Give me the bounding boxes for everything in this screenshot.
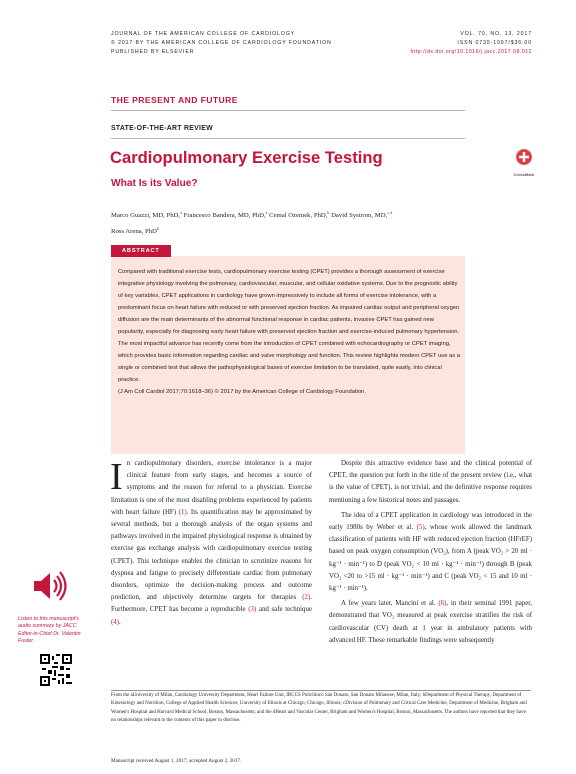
intro-text: n cardiopulmonary disorders, exercise intolerance is a major clinical feature from early stages, and becomes a source of symptoms and the reason for referral to a physician. Exercise limitation is one of the most disabling problems experienced by patients with heart failure (HF) bbox=[111, 460, 312, 516]
reference-link[interactable]: (6) bbox=[438, 600, 447, 608]
author-bandera[interactable]: Francesco Bandera, MD, PhD, bbox=[181, 212, 266, 220]
affiliations-footnote: From the aUniversity of Milan, Cardiology University Department, Heart Failure Unit, IRCCS Policlinico San Donato, San Donato Milanese, Milan, Italy; bDepartment of Physical Therapy, Department of Kinesiology and Nutrition, College of Applied Health Sciences, University of Illinois at Chicago, Chicago, Illinois; cDivision of Pulmonary and Critical Care Medicine, Department of Medicine, Brigham and Women's Hospital and Harvard Medical School, Boston, Massachusetts; and the dHeart and Vascular Center, Brigham and Women's Hospital, Boston, Massachusetts. The authors have reported that they have no relationships relevant to the contents of this paper to disclose. bbox=[111, 693, 527, 724]
abstract-label: ABSTRACT bbox=[111, 245, 171, 257]
crossmark-badge[interactable] bbox=[512, 148, 536, 177]
article-subtitle: What Is its Value? bbox=[111, 178, 198, 189]
received-date: Manuscript received August 1, 2017; accepted August 2, 2017. bbox=[111, 758, 242, 764]
affiliation-marker: b bbox=[156, 226, 159, 232]
audio-summary-note: Listen to this manuscript's audio summary by JACC Editor-in-Chief Dr. Valentin Fuster. bbox=[18, 616, 81, 644]
article-title: Cardiopulmonary Exercise Testing bbox=[110, 148, 383, 167]
crossmark-label: CrossMark bbox=[513, 172, 535, 177]
author-ozemek[interactable]: Cemal Ozemek, PhD, bbox=[267, 212, 328, 220]
body-paragraph: Despite this attractive evidence base and the clinical potential of CPET, the question put forth in the title of the present review (i.e., what is the value of CPET), is not trivial, and the definitive response requires mentioning a few historical notes and passages. bbox=[329, 460, 532, 504]
author-systrom[interactable]: David Systrom, MD, bbox=[329, 212, 388, 220]
body-text: , whose work allowed the landmark classification of patients with HF with reduced ejection fraction (HFrEF) based on peak oxygen consumption (VO₂), from A (peak VO₂ > 20 ml · kg⁻¹ · min⁻¹) to D (peak VO₂ < 10 ml · kg⁻¹ · min⁻¹) through B (peak VO₂ <20 to >15 ml · kg⁻¹ · min⁻¹) and C (peak VO₂ < 15 and 10 ml · kg⁻¹ · min⁻¹). bbox=[329, 524, 533, 593]
kicker-divider bbox=[111, 138, 465, 139]
affiliation-marker: b bbox=[327, 210, 330, 215]
body-paragraph bbox=[329, 510, 532, 595]
audio-summary-button[interactable] bbox=[30, 567, 68, 605]
footnote-divider bbox=[111, 690, 531, 691]
author-guazzi[interactable]: Marco Guazzi, MD, PhD, bbox=[111, 212, 181, 220]
qr-code[interactable] bbox=[40, 654, 72, 686]
copyright-line: © 2017 BY THE AMERICAN COLLEGE OF CARDIOLOGY FOUNDATION bbox=[111, 40, 332, 46]
author-arena[interactable]: Ross Arena, PhD bbox=[111, 228, 157, 236]
reference-link[interactable]: (5) bbox=[416, 524, 425, 532]
affiliation-marker: a bbox=[265, 210, 268, 215]
issn-line: ISSN 0735-1097/$36.00 bbox=[457, 40, 532, 46]
reference-link[interactable]: (3) bbox=[248, 606, 257, 614]
abstract-body: Compared with traditional exercise tests, cardiopulmonary exercise testing (CPET) provides a thorough assessment of exercise integrative physiology involving the pulmonary, cardiovascular, muscular, and cellular oxidative systems. Due to the prognostic ability of key variables, CPET applications in cardiology have grown impressively to include all forms of exercise intolerance, with a predominant focus on heart failure with reduced or with preserved ejection fraction. As impaired cardiac output and peripheral oxygen diffusion are the main determinants of the abnormal functional response in cardiac patients, invasive CPET has gained new popularity, especially for diagnosing early heart failure with preserved ejection fraction and exercise-induced pulmonary hypertension. The most impactful advance has recently come from the introduction of CPET combined with echocardiography or CPET imaging, which provides basic information regarding cardiac and valve morphology and function. This review highlights modern CPET use as a single or combined test that allows the pathophysiological bases of exercise limitation to be translated, quite easily, into clinical practice. bbox=[118, 269, 460, 383]
journal-name: JOURNAL OF THE AMERICAN COLLEGE OF CARDIOLOGY bbox=[111, 31, 296, 37]
intro-text: . Furthermore, CPET has become a reproducible bbox=[111, 594, 312, 614]
reference-link[interactable]: (1) bbox=[178, 508, 187, 516]
speaker-icon bbox=[30, 567, 68, 605]
running-header-right bbox=[330, 30, 532, 57]
section-divider bbox=[111, 110, 465, 111]
body-column-left bbox=[111, 458, 312, 632]
intro-text: . Its quantification may be approximated by several methods, but a thorough analysis of the organ systems and pathways involved in the impaired physiological response is obtained by exercise gas exchange analysis with cardiopulmonary exercise testing (CPET). This technique enables the clinician to scrutinize reasons for dyspnea and fatigue to precisely differentiate cardiac from pulmonary disorders, optimize the decision-making process and outcome prediction, and objectively determine targets for therapies bbox=[111, 508, 312, 602]
abstract-citation: (J Am Coll Cardiol 2017;70:1618–36) © 2017 by the American College of Cardiology Foundation. bbox=[118, 389, 366, 395]
reference-link[interactable]: (2) bbox=[302, 594, 311, 602]
body-text: The idea of a CPET application in cardiology was introduced in the early 1980s by Weber et al. bbox=[329, 511, 532, 532]
running-header-left bbox=[111, 30, 332, 57]
drop-cap: I bbox=[110, 456, 123, 498]
author-list bbox=[111, 206, 461, 238]
intro-text: and safe technique bbox=[256, 606, 312, 614]
section-heading: THE PRESENT AND FUTURE bbox=[111, 95, 238, 105]
publisher-line: PUBLISHED BY ELSEVIER bbox=[111, 49, 195, 55]
volume-line: VOL. 70, NO. 13, 2017 bbox=[460, 31, 532, 37]
body-text: A few years later, Mancini et al. bbox=[341, 600, 439, 608]
crossmark-icon bbox=[512, 148, 536, 168]
qr-code-icon bbox=[40, 654, 72, 686]
body-paragraph bbox=[329, 598, 532, 647]
intro-text: . bbox=[119, 618, 121, 626]
affiliation-marker: c,d bbox=[387, 210, 392, 215]
body-column-right bbox=[329, 458, 532, 650]
intro-paragraph bbox=[111, 458, 312, 629]
affiliation-marker: a bbox=[180, 210, 182, 215]
abstract-text bbox=[118, 266, 460, 398]
reference-link[interactable]: (4) bbox=[111, 618, 120, 626]
article-type: STATE-OF-THE-ART REVIEW bbox=[111, 125, 213, 132]
doi-link[interactable]: http://dx.doi.org/10.1016/j.jacc.2017.08.012 bbox=[410, 49, 532, 55]
body-text: , in their seminal 1991 paper, demonstrated that VO₂ measured at peak exercise stratifies the risk of cardiovascular (CV) death at 1 year in ambulatory patients with advanced HF. These remarkable findings were subsequently bbox=[329, 600, 532, 644]
